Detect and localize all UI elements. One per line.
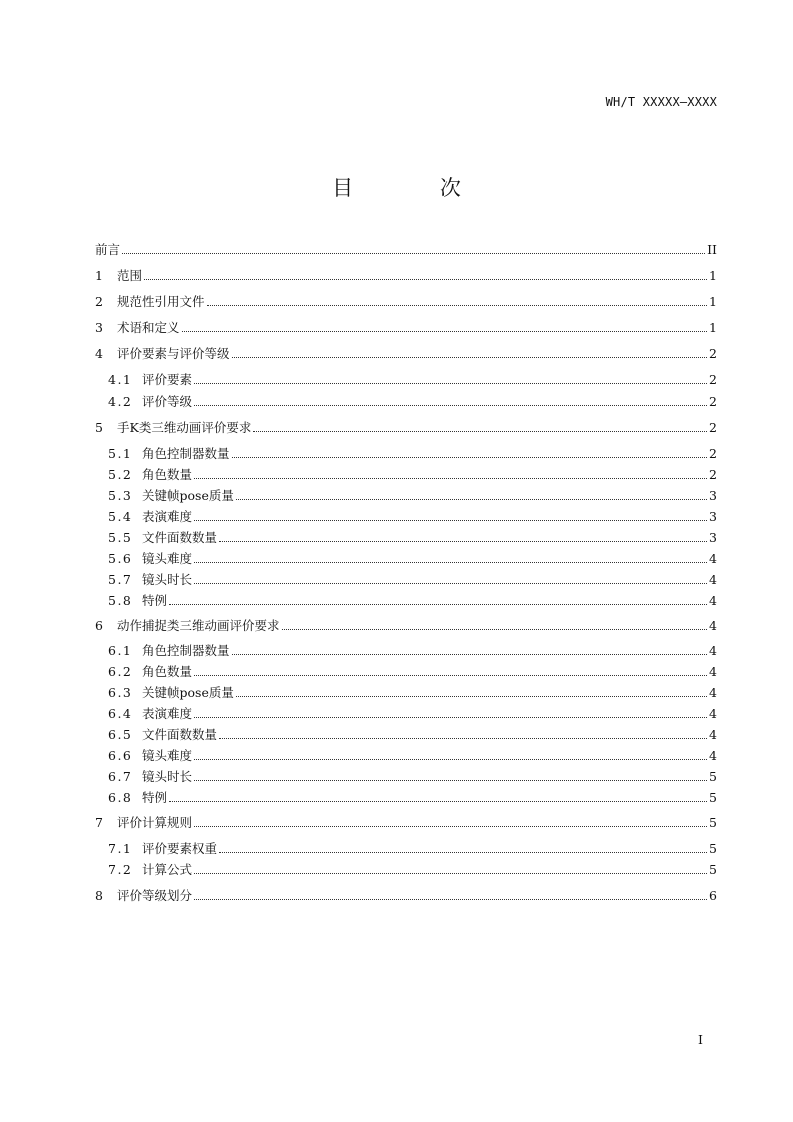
toc-entry-page: 3 <box>709 509 717 524</box>
toc-entry-number: 6.2 <box>108 664 133 679</box>
toc-entry-label: 表演难度 <box>142 706 193 721</box>
toc-entry[interactable] <box>95 418 717 436</box>
toc-entry-label: 评价要素与评价等级 <box>117 346 230 361</box>
toc-entry-label: 文件面数数量 <box>142 530 218 545</box>
toc-dot-leader <box>194 759 707 760</box>
toc-entry[interactable] <box>95 292 717 310</box>
toc-entry-number: 1 <box>95 268 103 283</box>
toc-entry-label: 镜头难度 <box>142 551 193 566</box>
toc-entry-label: 文件面数数量 <box>142 727 218 742</box>
toc-dot-leader <box>219 738 707 739</box>
toc-entry-label: 镜头时长 <box>142 769 193 784</box>
doc-code: WH/T XXXXX—XXXX <box>605 95 717 109</box>
toc-title: 目 次 <box>332 176 501 200</box>
toc-entry[interactable] <box>95 616 717 634</box>
toc-dot-leader <box>236 499 707 500</box>
toc-entry-number: 5 <box>95 420 103 435</box>
toc-entry-number: 5.1 <box>108 446 133 461</box>
toc-dot-leader <box>232 457 708 458</box>
toc-entry-page: 4 <box>709 685 717 700</box>
toc-dot-leader <box>253 431 707 432</box>
toc-dot-leader <box>194 405 707 406</box>
toc-entry-label: 特例 <box>142 593 168 608</box>
toc-entry-label: 手K类三维动画评价要求 <box>117 420 252 435</box>
toc-entry-number: 5.7 <box>108 572 133 587</box>
toc-entry[interactable] <box>108 465 717 483</box>
toc-dot-leader <box>194 780 707 781</box>
toc-entry[interactable] <box>108 725 717 743</box>
toc-entry-page: 4 <box>709 748 717 763</box>
toc-dot-leader <box>194 562 707 563</box>
toc-entry-page: 4 <box>709 593 717 608</box>
toc-entry-label: 术语和定义 <box>117 320 180 335</box>
toc-dot-leader <box>282 629 708 630</box>
toc-entry-label: 关键帧pose质量 <box>142 685 234 700</box>
toc-entry[interactable] <box>108 746 717 764</box>
toc-entry-page: 1 <box>709 268 717 283</box>
toc-entry-page: 4 <box>709 664 717 679</box>
toc-entry-number: 4 <box>95 346 103 361</box>
toc-entry-page: 1 <box>709 320 717 335</box>
toc-entry[interactable] <box>108 788 717 806</box>
toc-entry-label: 角色控制器数量 <box>142 643 230 658</box>
toc-entry[interactable] <box>108 641 717 659</box>
toc-entry-page: 5 <box>709 862 717 877</box>
toc-entry-label: 评价计算规则 <box>117 815 193 830</box>
toc-entry[interactable] <box>108 767 717 785</box>
toc-dot-leader <box>169 604 707 605</box>
toc-entry-number: 6.3 <box>108 685 133 700</box>
toc-entry[interactable] <box>108 444 717 462</box>
toc-entry-number: 7.1 <box>108 841 133 856</box>
toc-entry-number: 6.6 <box>108 748 133 763</box>
toc-entry-number: 5.3 <box>108 488 133 503</box>
toc-entry-label: 表演难度 <box>142 509 193 524</box>
toc-entry-number: 6 <box>95 618 103 633</box>
toc-entry-page: 4 <box>709 706 717 721</box>
toc-entry-number: 7.2 <box>108 862 133 877</box>
toc-entry-number: 6.5 <box>108 727 133 742</box>
toc-entry-page: 3 <box>709 530 717 545</box>
toc-entry-page: 2 <box>709 394 717 409</box>
toc-entry-label: 计算公式 <box>142 862 193 877</box>
toc-entry-page: 4 <box>709 643 717 658</box>
toc-entry-number: 6.7 <box>108 769 133 784</box>
toc-entry[interactable] <box>95 318 717 336</box>
toc-entry-page: 5 <box>709 815 717 830</box>
toc-entry-label: 镜头时长 <box>142 572 193 587</box>
toc-entry-page: 3 <box>709 488 717 503</box>
toc-entry-label: 评价要素 <box>142 372 193 387</box>
toc-entry[interactable] <box>108 570 717 588</box>
toc-dot-leader <box>194 717 707 718</box>
toc-dot-leader <box>194 873 707 874</box>
toc-entry-number: 2 <box>95 294 103 309</box>
toc-dot-leader <box>182 331 708 332</box>
toc-entry-label: 评价要素权重 <box>142 841 218 856</box>
toc-entry-label: 角色数量 <box>142 467 193 482</box>
toc-entry[interactable] <box>95 266 717 284</box>
toc-dot-leader <box>194 675 707 676</box>
toc-entry-page: 2 <box>709 346 717 361</box>
toc-entry-number: 5.5 <box>108 530 133 545</box>
toc-entry-number: 8 <box>95 888 103 903</box>
toc-entry[interactable] <box>95 344 717 362</box>
toc-entry-page: 5 <box>709 790 717 805</box>
toc-entry-page: 2 <box>709 467 717 482</box>
toc-entry-number: 4.2 <box>108 394 133 409</box>
toc-entry-label: 角色控制器数量 <box>142 446 230 461</box>
toc-dot-leader <box>194 478 707 479</box>
toc-entry-number: 6.4 <box>108 706 133 721</box>
toc-dot-leader <box>194 583 707 584</box>
toc-entry-number: 7 <box>95 815 103 830</box>
toc-entry-number: 6.1 <box>108 643 133 658</box>
toc-dot-leader <box>232 654 708 655</box>
toc-entry[interactable] <box>108 486 717 504</box>
toc-entry-page: 5 <box>709 841 717 856</box>
toc-entry-page: 2 <box>709 446 717 461</box>
toc-dot-leader <box>232 357 708 358</box>
toc-entry-page: 4 <box>709 727 717 742</box>
toc-entry-page: 5 <box>709 769 717 784</box>
toc-entry[interactable] <box>108 528 717 546</box>
toc-entry[interactable] <box>95 240 717 258</box>
toc-dot-leader <box>194 520 707 521</box>
toc-dot-leader <box>122 253 705 254</box>
toc-entry[interactable] <box>108 549 717 567</box>
toc-entry[interactable] <box>108 370 717 388</box>
toc-entry-label: 前言 <box>95 242 121 257</box>
toc-entry[interactable] <box>108 662 717 680</box>
toc-entry-page: 4 <box>709 572 717 587</box>
toc-entry[interactable] <box>108 839 717 857</box>
toc-entry-label: 镜头难度 <box>142 748 193 763</box>
toc-entry-label: 角色数量 <box>142 664 193 679</box>
toc-entry-label: 特例 <box>142 790 168 805</box>
toc-dot-leader <box>144 279 707 280</box>
toc-dot-leader <box>169 801 707 802</box>
toc-entry[interactable] <box>108 860 717 878</box>
footer-page-number: I <box>698 1032 703 1047</box>
toc-entry-page: 2 <box>709 420 717 435</box>
toc-dot-leader <box>236 696 707 697</box>
toc-entry[interactable] <box>95 886 717 904</box>
toc-entry-number: 3 <box>95 320 103 335</box>
toc-entry-page: 4 <box>709 618 717 633</box>
toc-entry-page: II <box>707 242 717 257</box>
toc-entry[interactable] <box>108 683 717 701</box>
toc-entry-page: 1 <box>709 294 717 309</box>
toc-entry-label: 规范性引用文件 <box>117 294 205 309</box>
toc-entry-label: 动作捕捉类三维动画评价要求 <box>117 618 280 633</box>
toc-entry-number: 5.6 <box>108 551 133 566</box>
toc-dot-leader <box>219 541 707 542</box>
toc-entry[interactable] <box>108 591 717 609</box>
toc-dot-leader <box>219 852 707 853</box>
toc-entry-number: 5.2 <box>108 467 133 482</box>
toc-entry[interactable] <box>108 392 717 410</box>
toc-entry[interactable] <box>108 704 717 722</box>
toc-entry-number: 5.8 <box>108 593 133 608</box>
toc-entry-number: 4.1 <box>108 372 133 387</box>
toc-entry[interactable] <box>108 507 717 525</box>
toc-dot-leader <box>194 826 707 827</box>
toc-entry-label: 评价等级划分 <box>117 888 193 903</box>
toc-entry-number: 6.8 <box>108 790 133 805</box>
toc-dot-leader <box>194 899 707 900</box>
toc-entry-number: 5.4 <box>108 509 133 524</box>
toc-dot-leader <box>207 305 708 306</box>
toc-entry[interactable] <box>95 813 717 831</box>
toc-entry-label: 关键帧pose质量 <box>142 488 234 503</box>
toc-dot-leader <box>194 383 707 384</box>
toc-entry-page: 4 <box>709 551 717 566</box>
toc-entry-label: 范围 <box>117 268 143 283</box>
toc-entry-page: 6 <box>709 888 717 903</box>
toc-entry-page: 2 <box>709 372 717 387</box>
toc-entry-label: 评价等级 <box>142 394 193 409</box>
